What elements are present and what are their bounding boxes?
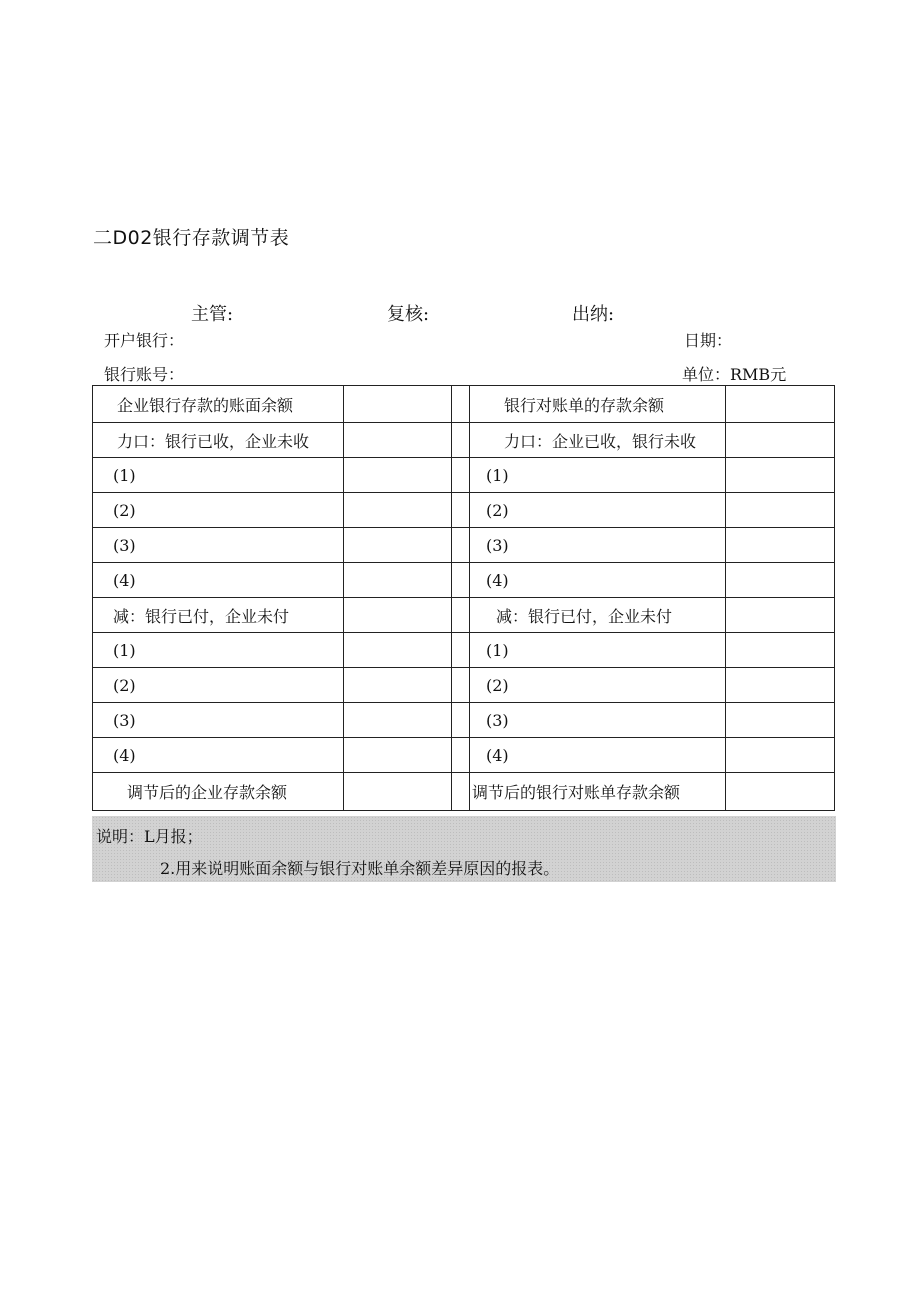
table-row bbox=[93, 598, 835, 633]
right-subtract-item: (4) bbox=[470, 738, 726, 773]
supervisor-label: 主管: bbox=[191, 304, 234, 325]
right-add-amount[interactable] bbox=[726, 423, 835, 458]
document-title: 二D02银行存款调节表 bbox=[93, 227, 290, 249]
statement-balance-label: 银行对账单的存款余额 bbox=[470, 386, 726, 423]
left-subtract-item: (2) bbox=[93, 668, 344, 703]
left-add-item: (4) bbox=[93, 563, 344, 598]
column-gap bbox=[452, 423, 470, 458]
right-add-label: 力口：企业已收，银行未收 bbox=[470, 423, 726, 458]
table-row bbox=[93, 633, 835, 668]
right-subtract-item-amount[interactable] bbox=[726, 738, 835, 773]
right-add-item-amount[interactable] bbox=[726, 493, 835, 528]
date-label: 日期： bbox=[684, 331, 733, 350]
book-balance-label: 企业银行存款的账面余额 bbox=[93, 386, 344, 423]
note-line-2: 2.用来说明账面余额与银行对账单余额差异原因的报表。 bbox=[160, 859, 560, 878]
right-add-item: (2) bbox=[470, 493, 726, 528]
table-row bbox=[93, 423, 835, 458]
right-subtract-amount[interactable] bbox=[726, 598, 835, 633]
table-row bbox=[93, 493, 835, 528]
adjusted-statement-balance-label: 调节后的银行对账单存款余额 bbox=[470, 773, 726, 811]
table-row bbox=[93, 668, 835, 703]
left-add-item: (2) bbox=[93, 493, 344, 528]
column-gap bbox=[452, 598, 470, 633]
account-label: 银行账号： bbox=[104, 365, 185, 384]
left-add-item-amount[interactable] bbox=[344, 493, 452, 528]
table-row bbox=[93, 458, 835, 493]
column-gap bbox=[452, 528, 470, 563]
right-add-item-amount[interactable] bbox=[726, 528, 835, 563]
column-gap bbox=[452, 703, 470, 738]
column-gap bbox=[452, 738, 470, 773]
left-add-label: 力口：银行已收，企业未收 bbox=[93, 423, 344, 458]
left-subtract-item: (4) bbox=[93, 738, 344, 773]
column-gap bbox=[452, 563, 470, 598]
right-subtract-item: (3) bbox=[470, 703, 726, 738]
left-subtract-item-amount[interactable] bbox=[344, 633, 452, 668]
left-add-item: (3) bbox=[93, 528, 344, 563]
left-subtract-item: (1) bbox=[93, 633, 344, 668]
right-add-item: (3) bbox=[470, 528, 726, 563]
adjusted-company-balance-label: 调节后的企业存款余额 bbox=[93, 773, 344, 811]
left-add-amount[interactable] bbox=[344, 423, 452, 458]
right-subtract-item-amount[interactable] bbox=[726, 668, 835, 703]
right-add-item-amount[interactable] bbox=[726, 458, 835, 493]
right-subtract-item-amount[interactable] bbox=[726, 703, 835, 738]
left-subtract-item-amount[interactable] bbox=[344, 738, 452, 773]
table-row bbox=[93, 563, 835, 598]
adjusted-company-balance-amount[interactable] bbox=[344, 773, 452, 811]
column-gap bbox=[452, 458, 470, 493]
left-add-item: (1) bbox=[93, 458, 344, 493]
adjusted-statement-balance-amount[interactable] bbox=[726, 773, 835, 811]
right-add-item: (4) bbox=[470, 563, 726, 598]
column-gap bbox=[452, 493, 470, 528]
bank-label: 开户银行： bbox=[104, 331, 185, 350]
column-gap bbox=[452, 773, 470, 811]
book-balance-amount[interactable] bbox=[344, 386, 452, 423]
reconciliation-table bbox=[92, 385, 835, 811]
left-subtract-amount[interactable] bbox=[344, 598, 452, 633]
left-add-item-amount[interactable] bbox=[344, 563, 452, 598]
table-row bbox=[93, 703, 835, 738]
left-subtract-item: (3) bbox=[93, 703, 344, 738]
table-row bbox=[93, 773, 835, 811]
right-subtract-item-amount[interactable] bbox=[726, 633, 835, 668]
note-line-1: 说明：L月报； bbox=[96, 827, 203, 846]
left-subtract-item-amount[interactable] bbox=[344, 668, 452, 703]
left-add-item-amount[interactable] bbox=[344, 528, 452, 563]
column-gap bbox=[452, 633, 470, 668]
right-subtract-item: (1) bbox=[470, 633, 726, 668]
statement-balance-amount[interactable] bbox=[726, 386, 835, 423]
column-gap bbox=[452, 668, 470, 703]
notes-box bbox=[92, 816, 836, 882]
reviewer-label: 复核: bbox=[387, 304, 430, 325]
right-subtract-item: (2) bbox=[470, 668, 726, 703]
right-add-item: (1) bbox=[470, 458, 726, 493]
unit-label: 单位：RMB元 bbox=[682, 365, 787, 384]
table-row bbox=[93, 386, 835, 423]
table-row bbox=[93, 528, 835, 563]
cashier-label: 出纳: bbox=[572, 304, 615, 325]
column-gap bbox=[452, 386, 470, 423]
right-add-item-amount[interactable] bbox=[726, 563, 835, 598]
right-subtract-label: 减：银行已付，企业未付 bbox=[470, 598, 726, 633]
left-add-item-amount[interactable] bbox=[344, 458, 452, 493]
left-subtract-item-amount[interactable] bbox=[344, 703, 452, 738]
left-subtract-label: 减：银行已付，企业未付 bbox=[93, 598, 344, 633]
table-row bbox=[93, 738, 835, 773]
